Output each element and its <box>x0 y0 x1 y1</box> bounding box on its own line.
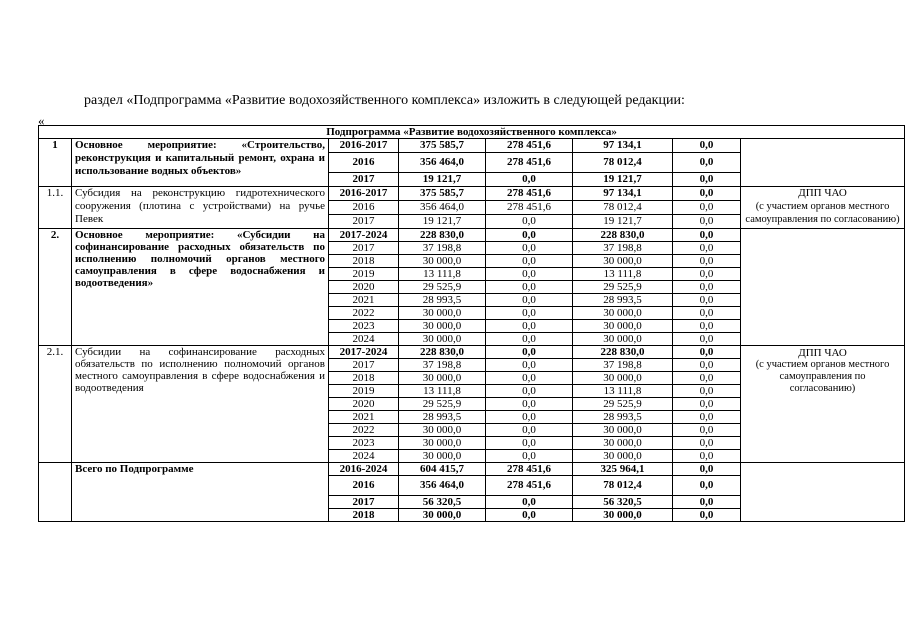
cell-c2: 29 525,9 <box>573 398 673 411</box>
cell-c3: 0,0 <box>673 139 741 153</box>
cell-c3: 0,0 <box>673 496 741 509</box>
table-row <box>39 346 905 359</box>
cell-c3: 0,0 <box>673 307 741 320</box>
agency-note: (с участием органов местного самоуправления по согласованию) <box>745 201 900 225</box>
cell-period: 2019 <box>329 385 399 398</box>
cell-c1: 0,0 <box>486 496 573 509</box>
activity-description: Всего по Подпрограмме <box>72 463 329 522</box>
cell-total: 375 585,7 <box>399 139 486 153</box>
cell-period: 2022 <box>329 424 399 437</box>
cell-c3: 0,0 <box>673 450 741 463</box>
cell-period: 2020 <box>329 281 399 294</box>
cell-period: 2024 <box>329 450 399 463</box>
cell-c1: 0,0 <box>486 268 573 281</box>
cell-c3: 0,0 <box>673 320 741 333</box>
cell-c3: 0,0 <box>673 463 741 476</box>
cell-total: 56 320,5 <box>399 496 486 509</box>
cell-c2: 37 198,8 <box>573 242 673 255</box>
cell-c3: 0,0 <box>673 333 741 346</box>
cell-period: 2019 <box>329 268 399 281</box>
cell-total: 604 415,7 <box>399 463 486 476</box>
cell-c1: 0,0 <box>486 281 573 294</box>
cell-c1: 0,0 <box>486 450 573 463</box>
cell-total: 28 993,5 <box>399 411 486 424</box>
cell-period: 2017 <box>329 496 399 509</box>
cell-period: 2016-2017 <box>329 187 399 201</box>
cell-c1: 0,0 <box>486 242 573 255</box>
cell-c1: 0,0 <box>486 307 573 320</box>
cell-c2: 30 000,0 <box>573 307 673 320</box>
cell-c3: 0,0 <box>673 255 741 268</box>
cell-period: 2016-2024 <box>329 463 399 476</box>
cell-c2: 30 000,0 <box>573 372 673 385</box>
row-index: 1.1. <box>39 187 72 229</box>
cell-c3: 0,0 <box>673 359 741 372</box>
cell-c1: 0,0 <box>486 398 573 411</box>
cell-c3: 0,0 <box>673 242 741 255</box>
cell-total: 356 464,0 <box>399 201 486 215</box>
cell-total: 30 000,0 <box>399 307 486 320</box>
cell-period: 2017 <box>329 215 399 229</box>
agency-note: (с участием органов местного самоуправления по согласованию) <box>755 359 890 394</box>
cell-c1: 0,0 <box>486 411 573 424</box>
cell-total: 30 000,0 <box>399 437 486 450</box>
intro-text: раздел «Подпрограмма «Развитие водохозяйственного комплекса» изложить в следующей редакции: <box>84 93 685 108</box>
cell-c2: 19 121,7 <box>573 215 673 229</box>
cell-c1: 0,0 <box>486 255 573 268</box>
cell-c3: 0,0 <box>673 411 741 424</box>
cell-c2: 30 000,0 <box>573 255 673 268</box>
table-row <box>39 229 905 242</box>
table-title-row <box>39 126 905 139</box>
responsible-agency <box>741 139 905 187</box>
cell-total: 29 525,9 <box>399 398 486 411</box>
cell-c2: 228 830,0 <box>573 229 673 242</box>
cell-c1: 278 451,6 <box>486 201 573 215</box>
cell-total: 30 000,0 <box>399 450 486 463</box>
cell-c1: 278 451,6 <box>486 153 573 173</box>
activity-description: Основное мероприятие: «Строительство, реконструкция и капитальный ремонт, охрана и использование водных объектов» <box>72 139 329 187</box>
cell-c3: 0,0 <box>673 476 741 496</box>
row-index: 1 <box>39 139 72 187</box>
cell-c3: 0,0 <box>673 215 741 229</box>
cell-c3: 0,0 <box>673 153 741 173</box>
cell-c2: 37 198,8 <box>573 359 673 372</box>
cell-c2: 228 830,0 <box>573 346 673 359</box>
cell-c1: 0,0 <box>486 320 573 333</box>
cell-period: 2024 <box>329 333 399 346</box>
cell-total: 356 464,0 <box>399 476 486 496</box>
responsible-agency <box>741 346 905 463</box>
cell-total: 29 525,9 <box>399 281 486 294</box>
cell-c1: 0,0 <box>486 437 573 450</box>
cell-period: 2023 <box>329 320 399 333</box>
cell-period: 2018 <box>329 372 399 385</box>
cell-c1: 0,0 <box>486 372 573 385</box>
cell-c1: 0,0 <box>486 385 573 398</box>
cell-c3: 0,0 <box>673 372 741 385</box>
responsible-agency <box>741 463 905 522</box>
cell-c3: 0,0 <box>673 346 741 359</box>
cell-total: 13 111,8 <box>399 268 486 281</box>
cell-period: 2017-2024 <box>329 346 399 359</box>
row-index: 2. <box>39 229 72 346</box>
cell-period: 2016-2017 <box>329 139 399 153</box>
cell-total: 13 111,8 <box>399 385 486 398</box>
cell-total: 228 830,0 <box>399 346 486 359</box>
cell-c1: 0,0 <box>486 229 573 242</box>
cell-c2: 325 964,1 <box>573 463 673 476</box>
cell-c1: 278 451,6 <box>486 463 573 476</box>
cell-c2: 97 134,1 <box>573 139 673 153</box>
cell-total: 30 000,0 <box>399 255 486 268</box>
cell-total: 30 000,0 <box>399 333 486 346</box>
cell-c1: 0,0 <box>486 215 573 229</box>
cell-c3: 0,0 <box>673 187 741 201</box>
cell-period: 2018 <box>329 509 399 522</box>
activity-description: Основное мероприятие: «Субсидии на софинансирование расходных обязательств по исполнению полномочий органов местного самоуправления в сфере водоснабжения и водоотведения» <box>72 229 329 346</box>
cell-c1: 278 451,6 <box>486 187 573 201</box>
cell-total: 30 000,0 <box>399 372 486 385</box>
cell-c3: 0,0 <box>673 229 741 242</box>
cell-period: 2017 <box>329 242 399 255</box>
cell-total: 356 464,0 <box>399 153 486 173</box>
table-row <box>39 463 905 476</box>
agency-main: ДПП ЧАО <box>798 187 847 199</box>
cell-c2: 78 012,4 <box>573 476 673 496</box>
cell-c1: 0,0 <box>486 359 573 372</box>
cell-c1: 0,0 <box>486 333 573 346</box>
cell-c2: 78 012,4 <box>573 153 673 173</box>
subprogram-table <box>38 125 905 522</box>
cell-period: 2023 <box>329 437 399 450</box>
cell-period: 2017-2024 <box>329 229 399 242</box>
agency-main: ДПП ЧАО <box>798 347 847 359</box>
cell-period: 2018 <box>329 255 399 268</box>
cell-total: 375 585,7 <box>399 187 486 201</box>
cell-c2: 30 000,0 <box>573 320 673 333</box>
cell-total: 30 000,0 <box>399 424 486 437</box>
row-index <box>39 463 72 522</box>
open-quote: « <box>38 113 45 128</box>
cell-c2: 28 993,5 <box>573 411 673 424</box>
cell-c3: 0,0 <box>673 385 741 398</box>
table-title: Подпрограмма «Развитие водохозяйственного комплекса» <box>39 126 905 139</box>
cell-c1: 0,0 <box>486 424 573 437</box>
cell-c3: 0,0 <box>673 509 741 522</box>
cell-c3: 0,0 <box>673 437 741 450</box>
cell-period: 2017 <box>329 173 399 187</box>
responsible-agency <box>741 229 905 346</box>
cell-c1: 0,0 <box>486 346 573 359</box>
cell-total: 19 121,7 <box>399 173 486 187</box>
cell-total: 30 000,0 <box>399 509 486 522</box>
responsible-agency <box>741 187 905 229</box>
cell-c1: 278 451,6 <box>486 476 573 496</box>
cell-period: 2021 <box>329 294 399 307</box>
cell-c2: 30 000,0 <box>573 437 673 450</box>
cell-period: 2016 <box>329 153 399 173</box>
cell-c3: 0,0 <box>673 294 741 307</box>
cell-c1: 278 451,6 <box>486 139 573 153</box>
cell-period: 2020 <box>329 398 399 411</box>
cell-c2: 30 000,0 <box>573 424 673 437</box>
cell-c3: 0,0 <box>673 173 741 187</box>
cell-period: 2022 <box>329 307 399 320</box>
cell-c3: 0,0 <box>673 424 741 437</box>
cell-c3: 0,0 <box>673 268 741 281</box>
cell-c2: 30 000,0 <box>573 333 673 346</box>
cell-total: 37 198,8 <box>399 242 486 255</box>
cell-c2: 13 111,8 <box>573 268 673 281</box>
cell-period: 2016 <box>329 476 399 496</box>
cell-c2: 29 525,9 <box>573 281 673 294</box>
cell-c3: 0,0 <box>673 398 741 411</box>
cell-c3: 0,0 <box>673 281 741 294</box>
cell-c2: 56 320,5 <box>573 496 673 509</box>
cell-total: 19 121,7 <box>399 215 486 229</box>
activity-description: Субсидии на софинансирование расходных обязательств по исполнению полномочий органов местного самоуправления в сфере водоснабжения и водоотведения <box>72 346 329 463</box>
cell-total: 37 198,8 <box>399 359 486 372</box>
table-row <box>39 139 905 153</box>
cell-c1: 0,0 <box>486 173 573 187</box>
cell-c2: 97 134,1 <box>573 187 673 201</box>
cell-c2: 30 000,0 <box>573 450 673 463</box>
table-row <box>39 187 905 201</box>
cell-c2: 13 111,8 <box>573 385 673 398</box>
cell-c3: 0,0 <box>673 201 741 215</box>
cell-c2: 30 000,0 <box>573 509 673 522</box>
cell-c1: 0,0 <box>486 294 573 307</box>
cell-c2: 19 121,7 <box>573 173 673 187</box>
cell-period: 2021 <box>329 411 399 424</box>
cell-total: 30 000,0 <box>399 320 486 333</box>
cell-period: 2017 <box>329 359 399 372</box>
cell-c1: 0,0 <box>486 509 573 522</box>
cell-c2: 78 012,4 <box>573 201 673 215</box>
cell-total: 28 993,5 <box>399 294 486 307</box>
cell-period: 2016 <box>329 201 399 215</box>
activity-description: Субсидия на реконструкцию гидротехнического сооружения (плотина с устройствами) на ручье Певек <box>72 187 329 229</box>
row-index: 2.1. <box>39 346 72 463</box>
cell-c2: 28 993,5 <box>573 294 673 307</box>
cell-total: 228 830,0 <box>399 229 486 242</box>
